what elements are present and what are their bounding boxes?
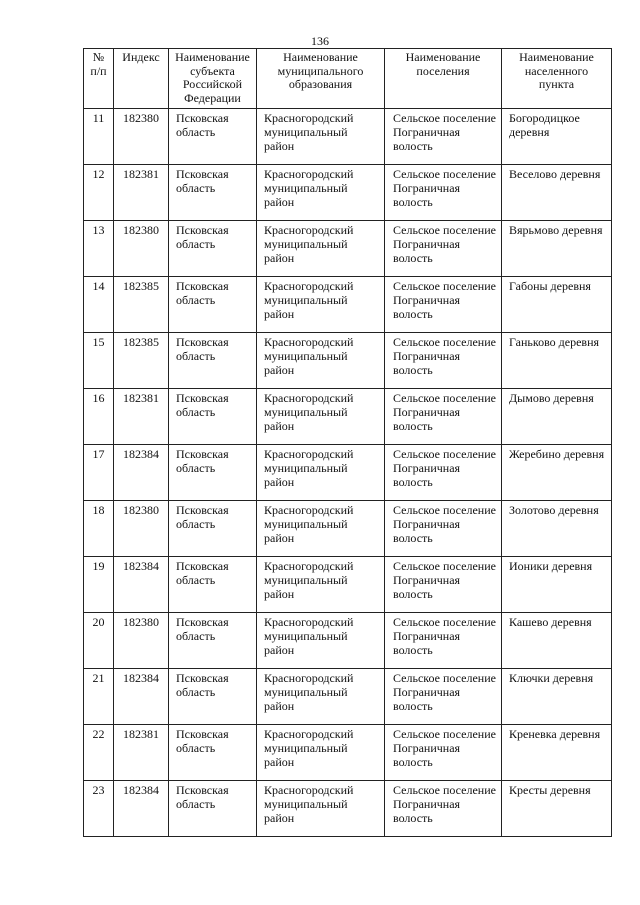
table-row <box>84 277 612 333</box>
header-municipality: Наименование муниципального образования <box>257 49 385 109</box>
table-row <box>84 613 612 669</box>
cell-index: 182384 <box>114 669 169 725</box>
cell-municipality: Красногородский муниципальный район <box>257 445 385 501</box>
cell-num: 11 <box>84 109 114 165</box>
cell-index: 182384 <box>114 557 169 613</box>
cell-settlement: Сельское поселение Пограничная волость <box>385 725 502 781</box>
cell-municipality: Красногородский муниципальный район <box>257 277 385 333</box>
cell-subject: Псковская область <box>169 557 257 613</box>
cell-settlement: Сельское поселение Пограничная волость <box>385 613 502 669</box>
table-row <box>84 109 612 165</box>
cell-index: 182380 <box>114 109 169 165</box>
cell-index: 182380 <box>114 221 169 277</box>
cell-subject: Псковская область <box>169 389 257 445</box>
table-row <box>84 333 612 389</box>
cell-municipality: Красногородский муниципальный район <box>257 669 385 725</box>
cell-locality: Креневка деревня <box>502 725 612 781</box>
cell-locality: Веселово деревня <box>502 165 612 221</box>
header-num: № п/п <box>84 49 114 109</box>
cell-municipality: Красногородский муниципальный район <box>257 501 385 557</box>
cell-subject: Псковская область <box>169 613 257 669</box>
table-row <box>84 781 612 837</box>
cell-locality: Габоны деревня <box>502 277 612 333</box>
cell-municipality: Красногородский муниципальный район <box>257 389 385 445</box>
cell-settlement: Сельское поселение Пограничная волость <box>385 501 502 557</box>
header-settlement: Наименование поселения <box>385 49 502 109</box>
cell-num: 15 <box>84 333 114 389</box>
cell-index: 182385 <box>114 277 169 333</box>
cell-settlement: Сельское поселение Пограничная волость <box>385 165 502 221</box>
table-row <box>84 221 612 277</box>
cell-locality: Жеребино деревня <box>502 445 612 501</box>
cell-locality: Дымово деревня <box>502 389 612 445</box>
cell-municipality: Красногородский муниципальный район <box>257 613 385 669</box>
cell-num: 22 <box>84 725 114 781</box>
page-number: 136 <box>311 34 329 48</box>
cell-subject: Псковская область <box>169 333 257 389</box>
cell-settlement: Сельское поселение Пограничная волость <box>385 781 502 837</box>
cell-num: 17 <box>84 445 114 501</box>
table-row <box>84 445 612 501</box>
cell-subject: Псковская область <box>169 669 257 725</box>
table-row <box>84 389 612 445</box>
cell-index: 182384 <box>114 781 169 837</box>
cell-num: 12 <box>84 165 114 221</box>
cell-locality: Вярьмово деревня <box>502 221 612 277</box>
cell-subject: Псковская область <box>169 221 257 277</box>
cell-index: 182384 <box>114 445 169 501</box>
cell-index: 182381 <box>114 725 169 781</box>
table-row <box>84 165 612 221</box>
cell-locality: Золотово деревня <box>502 501 612 557</box>
cell-num: 13 <box>84 221 114 277</box>
cell-municipality: Красногородский муниципальный район <box>257 221 385 277</box>
cell-index: 182385 <box>114 333 169 389</box>
cell-subject: Псковская область <box>169 781 257 837</box>
cell-num: 19 <box>84 557 114 613</box>
cell-num: 16 <box>84 389 114 445</box>
header-index: Индекс <box>114 49 169 109</box>
cell-subject: Псковская область <box>169 165 257 221</box>
cell-settlement: Сельское поселение Пограничная волость <box>385 445 502 501</box>
cell-locality: Богородицкое деревня <box>502 109 612 165</box>
cell-index: 182381 <box>114 165 169 221</box>
table-row <box>84 725 612 781</box>
cell-settlement: Сельское поселение Пограничная волость <box>385 333 502 389</box>
cell-municipality: Красногородский муниципальный район <box>257 109 385 165</box>
table-row <box>84 501 612 557</box>
cell-num: 14 <box>84 277 114 333</box>
cell-settlement: Сельское поселение Пограничная волость <box>385 109 502 165</box>
cell-subject: Псковская область <box>169 725 257 781</box>
cell-subject: Псковская область <box>169 277 257 333</box>
header-locality: Наименование населенного пункта <box>502 49 612 109</box>
cell-locality: Ганьково деревня <box>502 333 612 389</box>
table-row <box>84 669 612 725</box>
header-subject: Наименование субъекта Российской Федерации <box>169 49 257 109</box>
cell-num: 20 <box>84 613 114 669</box>
cell-locality: Кашево деревня <box>502 613 612 669</box>
cell-index: 182381 <box>114 389 169 445</box>
cell-municipality: Красногородский муниципальный район <box>257 781 385 837</box>
cell-locality: Ключки деревня <box>502 669 612 725</box>
cell-municipality: Красногородский муниципальный район <box>257 725 385 781</box>
cell-subject: Псковская область <box>169 445 257 501</box>
cell-settlement: Сельское поселение Пограничная волость <box>385 277 502 333</box>
table-header-row <box>84 49 612 109</box>
cell-settlement: Сельское поселение Пограничная волость <box>385 557 502 613</box>
cell-settlement: Сельское поселение Пограничная волость <box>385 221 502 277</box>
cell-locality: Ионики деревня <box>502 557 612 613</box>
cell-municipality: Красногородский муниципальный район <box>257 165 385 221</box>
cell-municipality: Красногородский муниципальный район <box>257 333 385 389</box>
cell-settlement: Сельское поселение Пограничная волость <box>385 389 502 445</box>
cell-locality: Кресты деревня <box>502 781 612 837</box>
localities-table <box>83 48 612 837</box>
cell-index: 182380 <box>114 501 169 557</box>
cell-subject: Псковская область <box>169 501 257 557</box>
cell-settlement: Сельское поселение Пограничная волость <box>385 669 502 725</box>
cell-num: 23 <box>84 781 114 837</box>
cell-index: 182380 <box>114 613 169 669</box>
cell-subject: Псковская область <box>169 109 257 165</box>
cell-num: 18 <box>84 501 114 557</box>
cell-num: 21 <box>84 669 114 725</box>
cell-municipality: Красногородский муниципальный район <box>257 557 385 613</box>
table-row <box>84 557 612 613</box>
